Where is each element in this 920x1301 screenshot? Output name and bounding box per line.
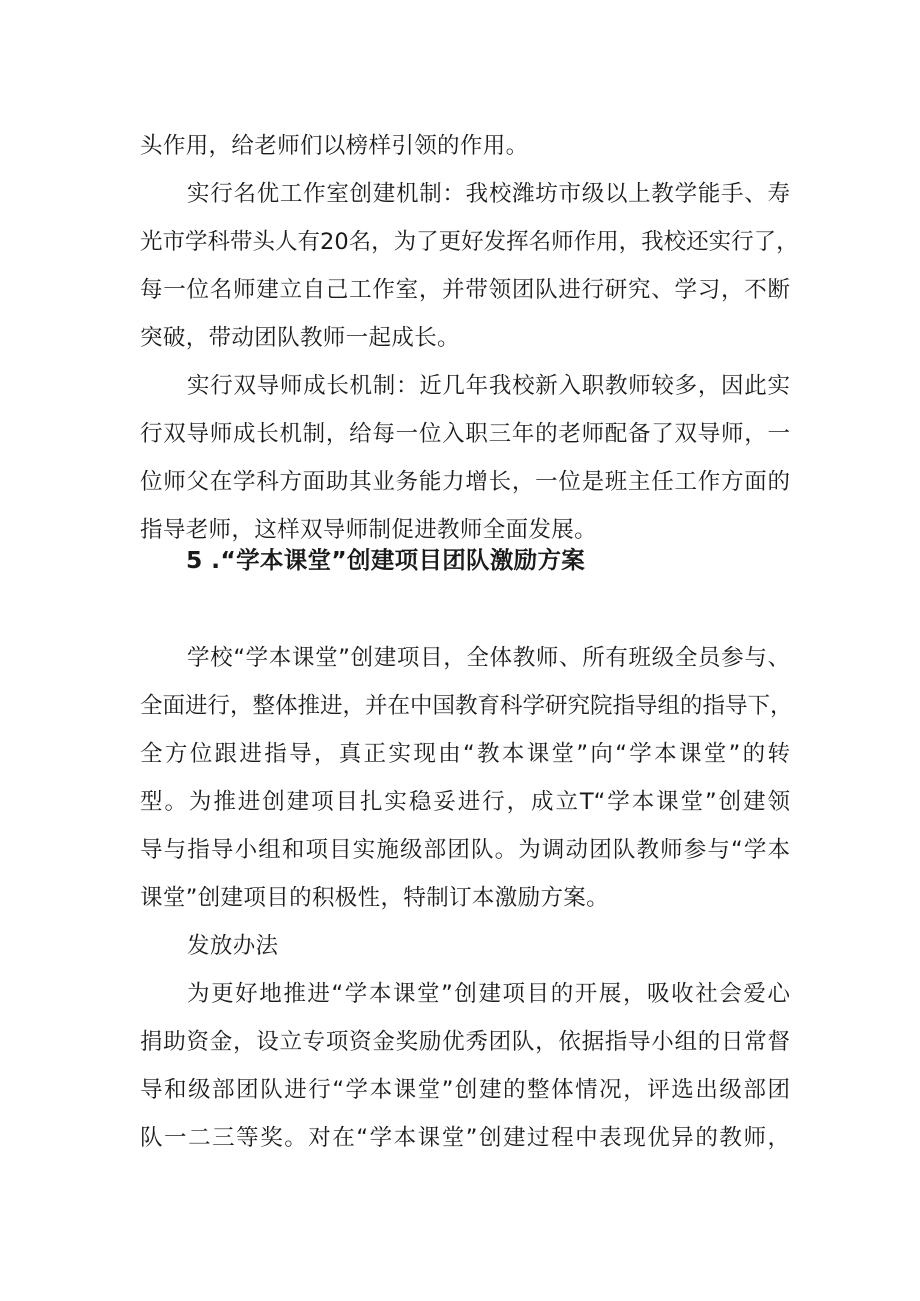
text-line: 全面进行，整体推进，并在中国教育科学研究院指导组的指导下， xyxy=(140,693,793,719)
text-line: 头作用，给老师们以榜样引领的作用。 xyxy=(140,133,529,159)
text-line: 导和级部团队进行“学本课堂”创建的整体情况，评选出级部团 xyxy=(140,1077,790,1103)
text-line: 突破，带动团队教师一起成长。 xyxy=(140,325,460,351)
text-line: 指导老师，这样双导师制促进教师全面发展。 xyxy=(140,517,598,543)
text-line: 光市学科带头人有20名，为了更好发挥名师作用，我校还实行了， xyxy=(140,229,799,255)
text-line: 每一位名师建立自己工作室，并带领团队进行研究、学习，不断 xyxy=(140,277,790,303)
section-heading: 5 .“学本课堂”创建项目团队激励方案 xyxy=(186,546,586,574)
text-line: 导与指导小组和项目实施级部团队。为调动团队教师参与“学本 xyxy=(140,837,790,863)
text-line: 实行双导师成长机制：近几年我校新入职教师较多，因此实 xyxy=(187,373,790,399)
text-line: 行双导师成长机制，给每一位入职三年的老师配备了双导师，一 xyxy=(140,421,790,447)
text-line: 课堂”创建项目的积极性，特制订本激励方案。 xyxy=(140,885,610,911)
text-line: 捐助资金，设立专项资金奖励优秀团队，依据指导小组的日常督 xyxy=(140,1029,790,1055)
text-line: 学校“学本课堂”创建项目，全体教师、所有班级全员参与、 xyxy=(187,645,790,671)
subheading-line: 发放办法 xyxy=(187,933,279,959)
text-line: 为更好地推进“学本课堂”创建项目的开展，吸收社会爱心 xyxy=(187,981,790,1007)
text-line: 实行名优工作室创建机制：我校潍坊市级以上教学能手、寿 xyxy=(187,181,790,207)
text-line: 全方位跟进指导，真正实现由“教本课堂”向“学本课堂”的转 xyxy=(140,741,790,767)
text-line: 队一二三等奖。对在“学本课堂”创建过程中表现优异的教师， xyxy=(140,1125,790,1151)
text-line: 位师父在学科方面助其业务能力增长，一位是班主任工作方面的 xyxy=(140,469,790,495)
text-line: 型。为推进创建项目扎实稳妥进行，成立T“学本课堂”创建领 xyxy=(140,789,790,815)
